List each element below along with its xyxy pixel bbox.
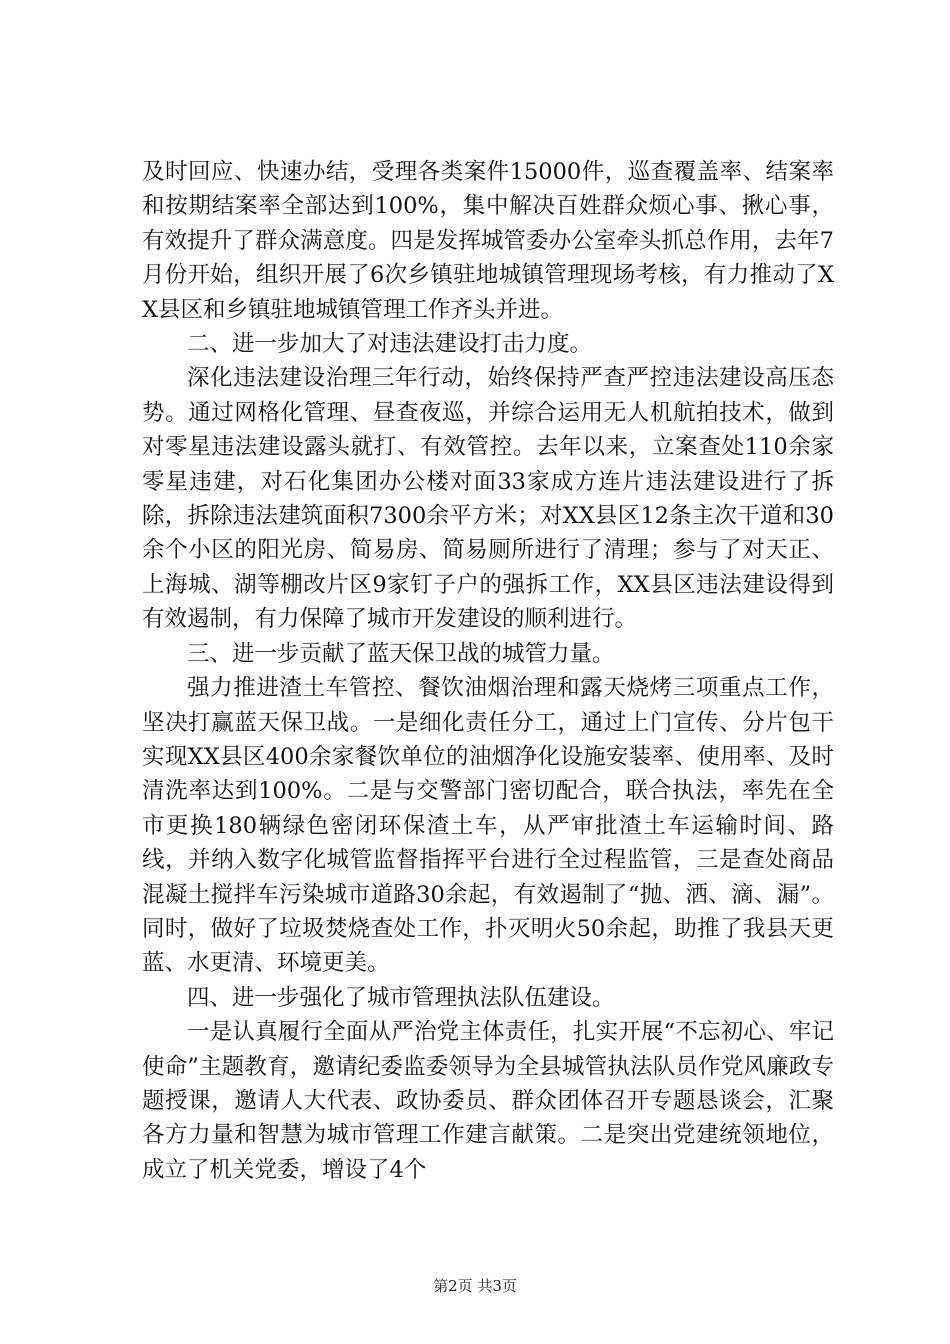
section-heading-2: 二、进一步加大了对违法建设打击力度。 (187, 331, 593, 358)
paragraph-3: 深化违法建设治理三年行动，始终保持严查严控违法建设高压态势。通过网格化管理、昼查夜巡，并综合运用无人机航拍技术，做到对零星违法建设露头就打、有效管控。去年以来，立案查处110余家零星违建，对石化集团办公楼对面33家成方连片违法建设进行了拆除，拆除违法建筑面积7300余平方米；对XX县区12条主次干道和30余个小区的阳光房、简易房、简易厕所进行了清理；参与了对天正、上海城、湖等棚改片区9家钉子户的强拆工作，XX县区违法建设得到有效遏制，有力保障了城市开发建设的顺利进行。 (142, 365, 834, 633)
paragraph-5: 强力推进渣土车管控、餐饮油烟治理和露天烧烤三项重点工作，坚决打赢蓝天保卫战。一是细化责任分工，通过上门宣传、分片包干实现XX县区400余家餐饮单位的油烟净化设施安装率、使用率、及时清洗率达到100%。二是与交警部门密切配合，联合执法，率先在全市更换180辆绿色密闭环保渣土车，从严审批渣土车运输时间、路线，并纳入数字化城管监督指挥平台进行全过程监管，三是查处商品混凝土搅拌车污染城市道路30余起，有效遏制了“抛、洒、滴、漏”。同时，做好了垃圾焚烧查处工作，扑灭明火50余起，助推了我县天更蓝、水更清、环境更美。 (142, 675, 834, 977)
paragraph-1: 及时回应、快速办结，受理各类案件15000件，巡查覆盖率、结案率和按期结案率全部达到100%，集中解决百姓群众烦心事、揪心事，有效提升了群众满意度。四是发挥城管委办公室牵头抓总作用，去年7月份开始，组织开展了6次乡镇驻地城镇管理现场考核，有力推动了XX县区和乡镇驻地城镇管理工作齐头并进。 (142, 159, 834, 323)
page-number: 第2页 共3页 (433, 1277, 517, 1295)
section-heading-4: 四、进一步强化了城市管理执法队伍建设。 (187, 984, 615, 1011)
page-footer (0, 1275, 950, 1296)
document-body (142, 155, 834, 1187)
paragraph-7: 一是认真履行全面从严治党主体责任，扎实开展“不忘初心、牢记使命”主题教育，邀请纪委监委领导为全县城管执法队员作党风廉政专题授课，邀请人大代表、政协委员、群众团体召开专题恳谈会，汇聚各方力量和智慧为城市管理工作建言献策。二是突出党建统领地位，成立了机关党委，增设了4个 (142, 1019, 834, 1183)
section-heading-3: 三、进一步贡献了蓝天保卫战的城管力量。 (187, 640, 615, 667)
